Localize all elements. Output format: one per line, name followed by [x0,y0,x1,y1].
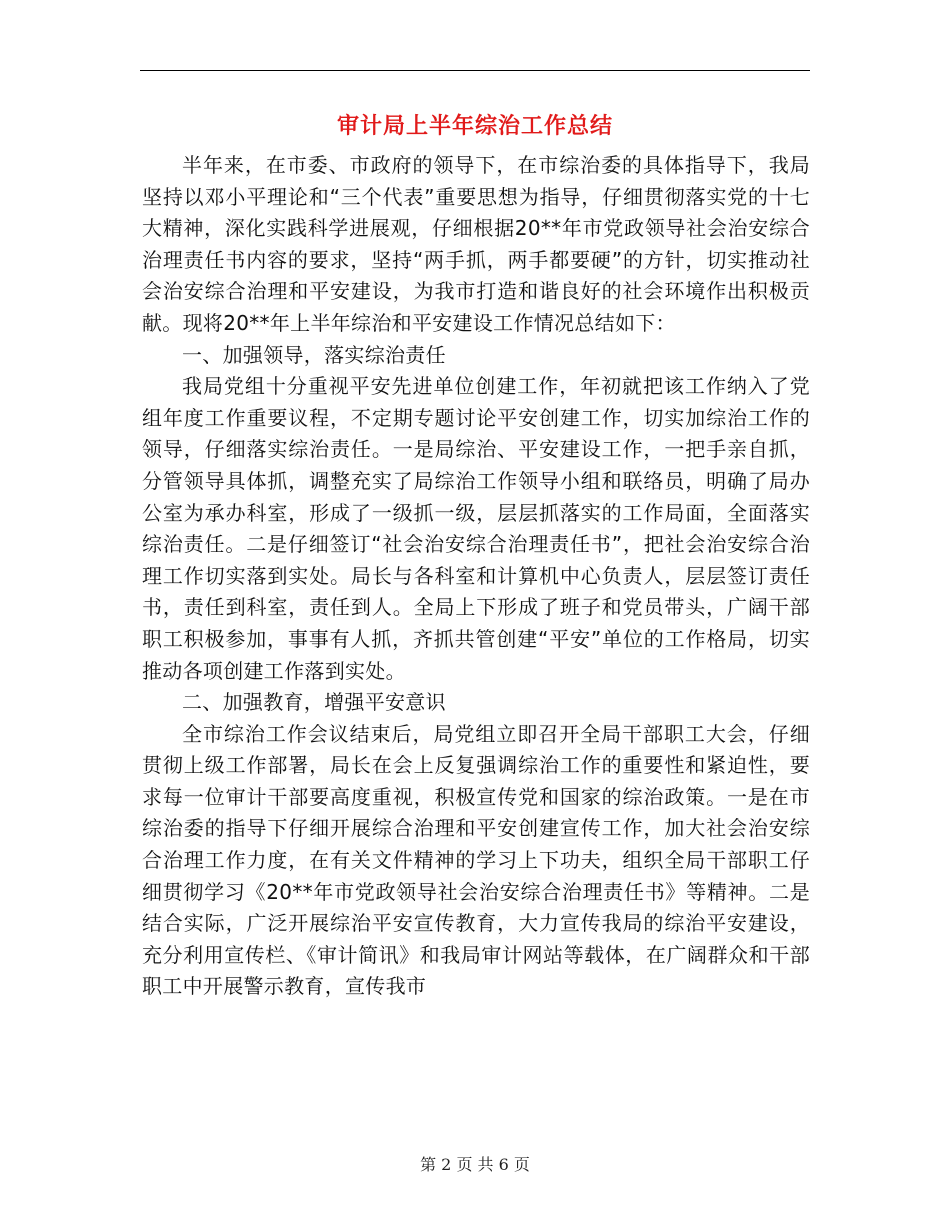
document-body [142,150,810,1003]
document-title: 审计局上半年综治工作总结 [336,114,613,139]
section-heading-1: 一、加强领导，落实综治责任 [182,342,446,367]
paragraph-section-1: 我局党组十分重视平安先进单位创建工作，年初就把该工作纳入了党组年度工作重要议程，不定期专题讨论平安创建工作，切实加综治工作的领导，仔细落实综治责任。一是局综治、平安建设工作，一把手亲自抓，分管领导具体抓，调整充实了局综治工作领导小组和联络员，明确了局办公室为承办科室，形成了一级抓一级，层层抓落实的工作局面，全面落实综治责任。二是仔细签订“社会治安综合治理责任书”，把社会治安综合治理工作切实落到实处。局长与各科室和计算机中心负责人，层层签订责任书，责任到科室，责任到人。全局上下形成了班子和党员带头，广阔干部职工积极参加，事事有人抓，齐抓共管创建“平安”单位的工作格局，切实推动各项创建工作落到实处。 [142,374,810,683]
header-rule [140,70,810,71]
paragraph-section-2: 全市综治工作会议结束后，局党组立即召开全局干部职工大会，仔细贯彻上级工作部署，局长在会上反复强调综治工作的重要性和紧迫性，要求每一位审计干部要高度重视，积极宣传党和国家的综治政策。一是在市综治委的指导下仔细开展综合治理和平安创建宣传工作，加大社会治安综合治理工作力度，在有关文件精神的学习上下功夫，组织全局干部职工仔细贯彻学习《20**年市党政领导社会治安综合治理责任书》等精神。二是结合实际，广泛开展综治平安宣传教育，大力宣传我局的综治平安建设，充分利用宣传栏、《审计简讯》和我局审计网站等载体，在广阔群众和干部职工中开展警示教育，宣传我市 [142,721,810,999]
paragraph-intro: 半年来，在市委、市政府的领导下，在市综治委的具体指导下，我局坚持以邓小平理论和“三个代表”重要思想为指导，仔细贯彻落实党的十七大精神，深化实践科学进展观，仔细根据20**年市党政领导社会治安综合治理责任书内容的要求，坚持“两手抓，两手都要硬”的方针，切实推动社会治安综合治理和平安建设，为我市打造和谐良好的社会环境作出积极贡献。现将20**年上半年综治和平安建设工作情况总结如下： [142,153,810,335]
section-heading-2: 二、加强教育，增强平安意识 [182,690,446,715]
page-number-footer: 第 2 页 共 6 页 [420,1155,530,1174]
